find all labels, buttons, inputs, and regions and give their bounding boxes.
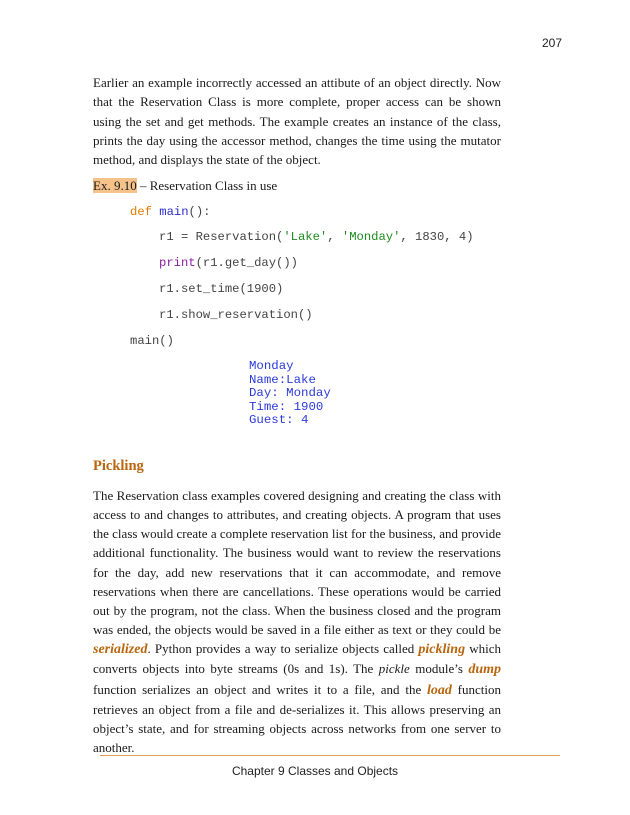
code-function-name: main — [159, 205, 189, 219]
term-dump: dump — [468, 662, 501, 678]
example-label: Ex. 9.10 — [93, 178, 137, 193]
output-line: Day: Monday — [249, 386, 331, 401]
paragraph-text: function retrieves an object from a file and de-serializes it. This allows preserving an object’s state, and for streaming objects across networks from one server to another. — [93, 681, 501, 756]
code-string: 'Monday' — [341, 230, 401, 244]
output-line: Monday — [249, 359, 294, 373]
program-output — [249, 360, 331, 428]
output-line: Name:Lake — [249, 372, 316, 387]
paragraph-text: . Python provides a way to serialize objects called — [147, 641, 419, 657]
intro-paragraph: Earlier an example incorrectly accessed an attibute of an object directly. Now that the Reservation Class is more complete, proper access can be shown using the set and get methods. The example creates an instance of the class, prints the day using the accessor method, changes the time using the mutator method, and displays the state of the object. — [93, 75, 501, 168]
code-builtin: print — [159, 256, 196, 270]
code-text: , 1830, 4) — [400, 230, 474, 244]
code-text: (r1.get_day()) — [195, 256, 298, 270]
code-line-instantiate — [159, 229, 474, 245]
example-caption-text: – Reservation Class in use — [136, 178, 278, 193]
code-line-def — [130, 204, 211, 220]
term-pickle: pickle — [378, 661, 410, 677]
output-line: Time: 1900 — [249, 399, 324, 414]
footer-divider — [100, 755, 560, 756]
paragraph-text: module’s — [409, 661, 469, 677]
code-text: , — [327, 230, 342, 244]
code-line-show-reservation: r1.show_reservation() — [159, 308, 313, 322]
section-heading: Pickling — [93, 458, 144, 474]
example-caption — [93, 176, 277, 195]
code-def-tail: (): — [188, 205, 211, 219]
paragraph-text: function serializes an object and writes it to a file, and the — [93, 681, 427, 697]
term-load: load — [427, 682, 452, 698]
code-line-call-main: main() — [130, 334, 174, 348]
code-string: 'Lake' — [283, 230, 328, 244]
term-pickling: pickling — [418, 642, 466, 658]
footer-chapter-title: Chapter 9 Classes and Objects — [231, 764, 399, 778]
output-line: Guest: 4 — [249, 413, 309, 428]
code-text: r1 = Reservation( — [159, 230, 284, 244]
page-number: 207 — [541, 36, 562, 50]
term-serialized: serialized — [93, 642, 148, 658]
code-keyword: def — [130, 205, 152, 219]
paragraph-text: which converts objects into byte streams (0s and 1s). The — [93, 641, 502, 677]
paragraph-text: The Reservation class examples covered designing and creating the class with access to and changes to attributes, and creating objects. A program that uses the class would create a complete reservation list for the business, and provide additional functionality. The business would want to review the reservations for the day, add new reservations that it can accommodate, and remove reservations when there are cancellations. These operations would be carried out by the program, not the class. When the business closed and the program was ended, the objects would be saved in a file either as text or they could be — [93, 488, 501, 638]
pickling-paragraph — [93, 486, 501, 757]
code-line-set-time: r1.set_time(1900) — [159, 282, 284, 296]
code-line-print — [159, 255, 298, 271]
